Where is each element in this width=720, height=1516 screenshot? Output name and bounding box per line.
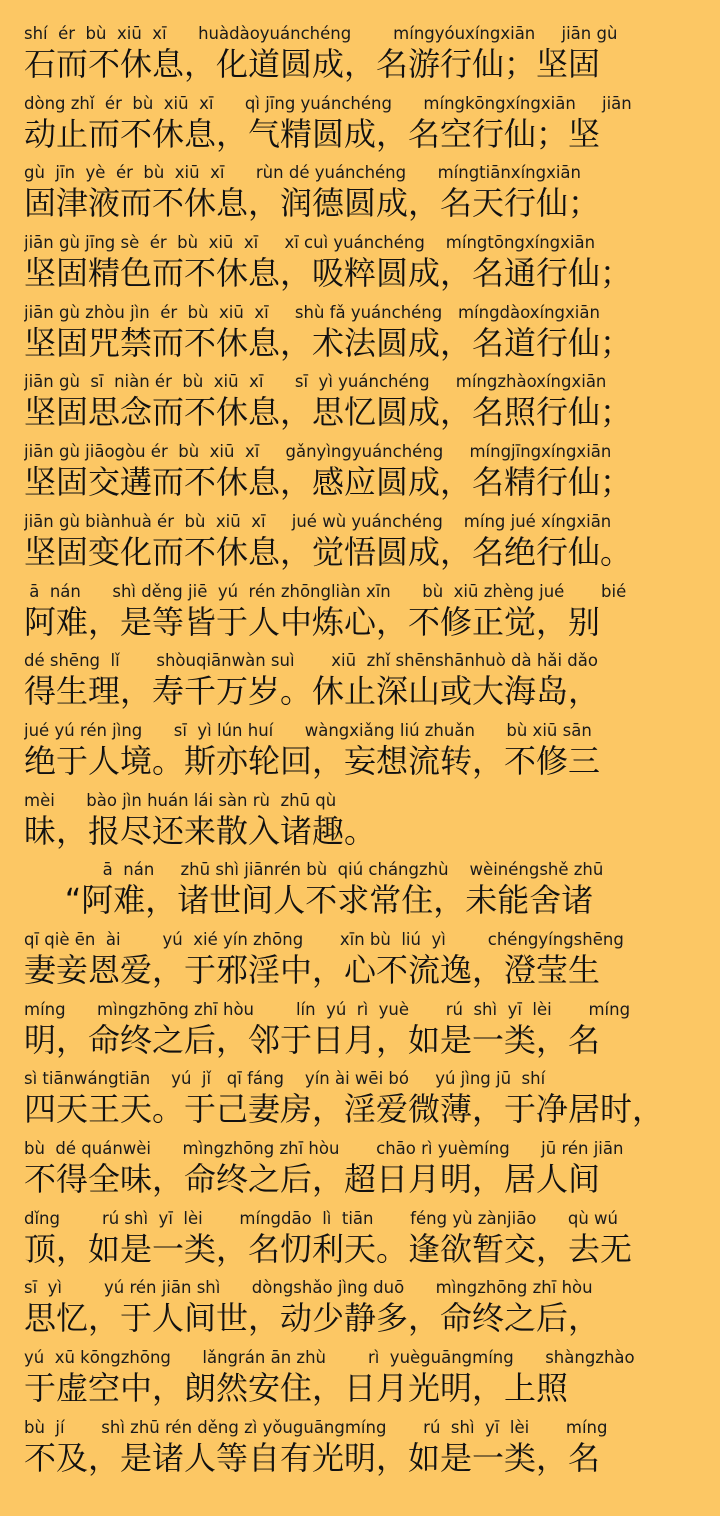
chinese-text: 妻妾恩爱，于邪淫中，心不流逸，澄莹生 <box>24 950 601 989</box>
pinyin-annotation: sī yì yú rén jiān shì dòngshǎo jìng duō mìngzhōng zhī hòu <box>24 1278 593 1298</box>
chinese-text: 固津液而不休息，润德圆成，名天行仙； <box>24 184 601 223</box>
text-line-5 <box>24 302 696 372</box>
chinese-text: 坚固交遘而不休息，感应圆成，名精行仙； <box>24 463 633 502</box>
text-line-14 <box>24 929 696 999</box>
text-line-20 <box>24 1347 696 1417</box>
text-line-19 <box>24 1277 696 1347</box>
pinyin-annotation: mèi bào jìn huán lái sàn rù zhū qù <box>24 790 337 810</box>
chinese-text: 不得全味，命终之后，超日月明，居人间 <box>24 1160 601 1198</box>
pinyin-annotation: jué yú rén jìng sī yì lún huí wàngxiǎng liú zhuǎn bù xiū sān <box>24 720 592 740</box>
text-line-4 <box>24 232 696 302</box>
chinese-text: 四天王天。于己妻房，淫爱微薄，于净居时， <box>24 1090 665 1129</box>
chinese-text: 不及，是诸人等自有光明，如是一类，名 <box>24 1438 601 1477</box>
text-line-8 <box>24 511 696 581</box>
text-line-17 <box>24 1138 696 1208</box>
chinese-text: 动止而不休息，气精圆成，名空行仙；坚 <box>24 114 601 153</box>
chinese-text: 明，命终之后，邻于日月，如是一类，名 <box>24 1020 601 1059</box>
chinese-text: 坚固变化而不休息，觉悟圆成，名绝行仙。 <box>24 532 633 571</box>
text-line-1 <box>24 23 696 93</box>
text-line-10 <box>24 650 696 720</box>
text-line-2 <box>24 93 696 163</box>
text-line-13 <box>24 859 696 929</box>
text-line-11 <box>24 720 696 790</box>
chinese-text: “阿难，诸世间人不求常住，未能舍诸 <box>24 881 594 920</box>
text-line-18 <box>24 1208 696 1278</box>
pinyin-annotation: ā nán shì děng jiē yú rén zhōngliàn xīn bù xiū zhèng jué bié <box>24 581 627 601</box>
chinese-text: 石而不休息，化道圆成，名游行仙；坚固 <box>24 45 601 83</box>
pinyin-annotation: dòng zhǐ ér bù xiū xī qì jīng yuánchéng míngkōngxíngxiān jiān <box>24 93 632 113</box>
chinese-text: 于虚空中，朗然安住，日月光明，上照 <box>24 1369 569 1408</box>
pinyin-annotation: jiān gù zhòu jìn ér bù xiū xī shù fǎ yuánchéng míngdàoxíngxiān <box>24 302 600 322</box>
chinese-text: 阿难，是等皆于人中炼心，不修正觉，别 <box>24 602 601 641</box>
pinyin-annotation: jiān gù jīng sè ér bù xiū xī xī cuì yuánchéng míngtōngxíngxiān <box>24 233 596 253</box>
chinese-text: 得生理，寿千万岁。休止深山或大海岛， <box>24 672 601 711</box>
chinese-text: 昧，报尽还来散入诸趣。 <box>24 811 377 850</box>
text-line-7 <box>24 441 696 511</box>
pinyin-annotation: qī qiè ēn ài yú xié yín zhōng xīn bù liú yì chéngyíngshēng <box>24 929 624 949</box>
pinyin-annotation: bù dé quánwèi mìngzhōng zhī hòu chāo rì yuèmíng jū rén jiān <box>24 1139 624 1158</box>
chinese-text: 坚固思念而不休息，思忆圆成，名照行仙； <box>24 393 633 432</box>
pinyin-annotation: yú xū kōngzhōng lǎngrán ān zhù rì yuèguāngmíng shàngzhào <box>24 1348 635 1368</box>
pinyin-annotation: gù jīn yè ér bù xiū xī rùn dé yuánchéng míngtiānxíngxiān <box>24 163 581 183</box>
pinyin-annotation: jiān gù jiāogòu ér bù xiū xī gǎnyìngyuánchéng míngjīngxíngxiān <box>24 442 612 462</box>
chinese-text: 思忆，于人间世，动少静多，命终之后， <box>24 1299 601 1338</box>
chinese-text: 顶，如是一类，名忉利天。逢欲暂交，去无 <box>24 1229 633 1268</box>
text-line-12 <box>24 790 696 860</box>
pinyin-annotation: míng mìngzhōng zhī hòu lín yú rì yuè rú shì yī lèi míng <box>24 999 631 1019</box>
chinese-text: 绝于人境。斯亦轮回，妄想流转，不修三 <box>24 741 601 780</box>
pinyin-annotation: jiān gù sī niàn ér bù xiū xī sī yì yuánchéng míngzhàoxíngxiān <box>24 372 607 392</box>
chinese-text: 坚固精色而不休息，吸粹圆成，名通行仙； <box>24 254 633 293</box>
pinyin-annotation: shí ér bù xiū xī huàdàoyuánchéng míngyóuxíngxiān jiān gù <box>24 24 618 43</box>
text-line-21 <box>24 1417 696 1487</box>
pinyin-annotation: sì tiānwángtiān yú jǐ qī fáng yín ài wēi bó yú jìng jū shí <box>24 1069 546 1089</box>
text-line-16 <box>24 1068 696 1138</box>
pinyin-annotation: bù jí shì zhū rén děng zì yǒuguāngmíng rú shì yī lèi míng <box>24 1417 608 1437</box>
text-line-9 <box>24 581 696 651</box>
text-line-15 <box>24 999 696 1069</box>
text-line-3 <box>24 162 696 232</box>
text-line-6 <box>24 371 696 441</box>
pinyin-annotation: dé shēng lǐ shòuqiānwàn suì xiū zhǐ shēnshānhuò dà hǎi dǎo <box>24 651 598 671</box>
chinese-text: 坚固咒禁而不休息，术法圆成，名道行仙； <box>24 323 633 362</box>
pinyin-annotation: jiān gù biànhuà ér bù xiū xī jué wù yuánchéng míng jué xíngxiān <box>24 511 612 531</box>
pinyin-annotation: ā nán zhū shì jiānrén bù qiú chángzhù wèinéngshě zhū <box>24 860 604 880</box>
pinyin-annotation: dǐng rú shì yī lèi míngdāo lì tiān féng yù zànjiāo qù wú <box>24 1208 618 1228</box>
